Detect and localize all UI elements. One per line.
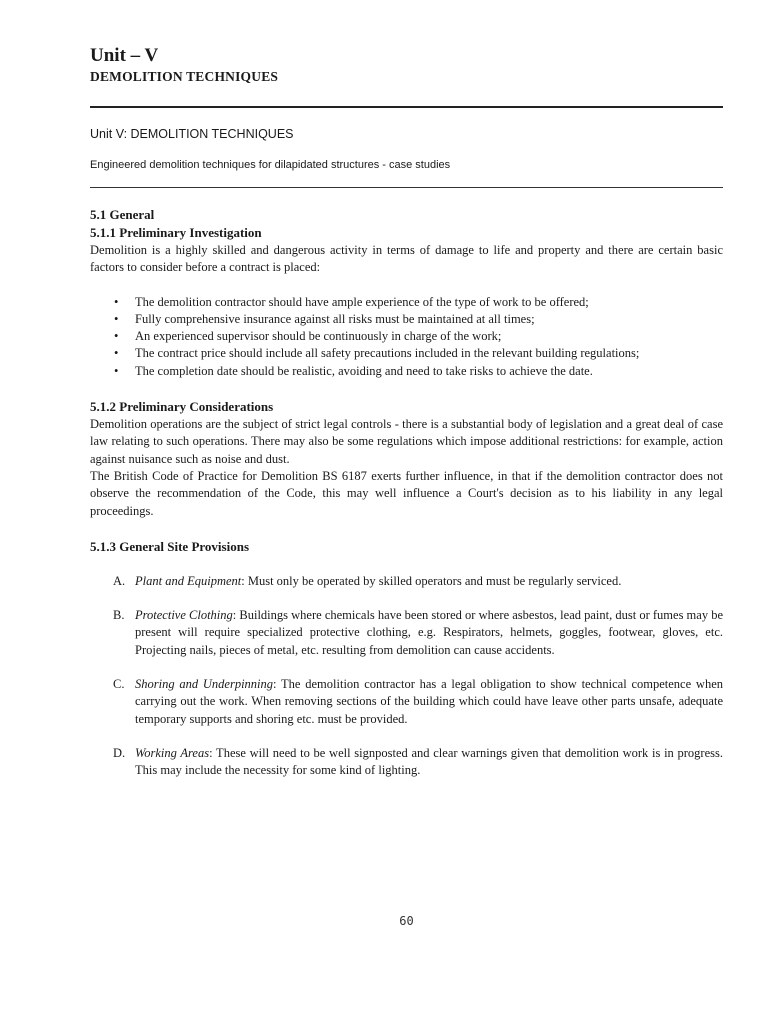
bullet-icon: • (114, 329, 119, 344)
bullet-icon: • (114, 346, 119, 361)
heading-5-1-3: 5.1.3 General Site Provisions (90, 538, 250, 554)
list-item-term: Plant and Equipment (135, 573, 242, 588)
list-item-text: The demolition contractor should have ample experience of the type of work to be offered; (135, 294, 589, 309)
header-rule (90, 106, 723, 108)
list-item (90, 607, 723, 659)
list-item (90, 294, 723, 311)
section-rule (90, 187, 723, 188)
unit-title: Unit – V (90, 45, 159, 66)
list-marker: D. (113, 745, 126, 760)
bullet-list (90, 294, 723, 380)
list-item (90, 745, 723, 780)
paragraph-5-1-2-b: The British Code of Practice for Demolition BS 6187 exerts further influence, in that if the demolition contractor does not observe the recommendation of the Code, this may well influence a Court's decision as to his liability in any legal proceedings. (90, 468, 723, 518)
section-5-1 (90, 206, 723, 242)
site-provisions-list (90, 573, 723, 780)
paragraph-5-1-2-a: Demolition operations are the subject of strict legal controls - there is a substantial body of legislation and a great deal of case law relating to such operations. There may also be some regulations which impose additional restrictions: for example, action against nuisance such as noise and dust. (90, 417, 723, 466)
list-item-text: : The demolition contractor has a legal obligation to show technical competence when carrying out the work. When removing sections of the building which could have leave other parts unsafe, adequate temporary supports and shoring etc. must be provided. (135, 677, 723, 726)
list-item-term: Working Areas (135, 745, 210, 760)
list-item (90, 363, 723, 380)
list-item (90, 676, 723, 728)
page-content (90, 44, 723, 780)
list-item-text: : These will need to be well signposted and clear warnings given that demolition work is in progress. This may include the necessity for some kind of lighting. (135, 745, 723, 778)
list-marker: A. (113, 573, 126, 588)
list-item-text: : Must only be operated by skilled operators and must be regularly serviced. (241, 573, 622, 588)
section-5-1-2 (90, 398, 723, 416)
list-item (90, 328, 723, 345)
list-item (90, 573, 723, 590)
list-item-text: An experienced supervisor should be continuously in charge of the work; (135, 329, 502, 344)
section-5-1-3 (90, 538, 723, 556)
unit-subtitle: DEMOLITION TECHNIQUES (90, 69, 279, 84)
lead-description: Engineered demolition techniques for dilapidated structures - case studies (90, 159, 451, 171)
list-item-text: Fully comprehensive insurance against all risks must be maintained at all times; (135, 311, 535, 326)
heading-5-1: 5.1 General (90, 207, 155, 222)
heading-5-1-2: 5.1.2 Preliminary Considerations (90, 399, 274, 415)
list-item-text: The completion date should be realistic, avoiding and need to take risks to achieve the date. (135, 363, 593, 378)
list-item-term: Shoring and Underpinning (135, 677, 274, 692)
lead-title: Unit V: DEMOLITION TECHNIQUES (90, 127, 294, 141)
list-item (90, 345, 723, 362)
list-item-text: The contract price should include all safety precautions included in the relevant building regulations; (135, 346, 640, 361)
bullet-icon: • (114, 311, 119, 326)
bullet-icon: • (114, 363, 119, 378)
list-marker: C. (113, 677, 125, 692)
paragraph-5-1-1-intro: Demolition is a highly skilled and dangerous activity in terms of damage to life and property and there are certain basic factors to consider before a contract is placed: (90, 243, 723, 275)
list-item-term: Protective Clothing (135, 608, 233, 623)
list-item-text: : Buildings where chemicals have been stored or where asbestos, lead paint, dust or fumes may be present will require specialized protective clothing, e.g. Respirators, helmets, goggles, footwear, gloves, etc. Projecting nails, pieces of metal, etc. resulting from demolition can cause accidents. (135, 608, 724, 657)
list-item (90, 311, 723, 328)
list-marker: B. (113, 608, 125, 623)
bullet-icon: • (114, 294, 119, 309)
heading-5-1-1: 5.1.1 Preliminary Investigation (90, 225, 262, 240)
page-number: 60 (399, 914, 414, 928)
